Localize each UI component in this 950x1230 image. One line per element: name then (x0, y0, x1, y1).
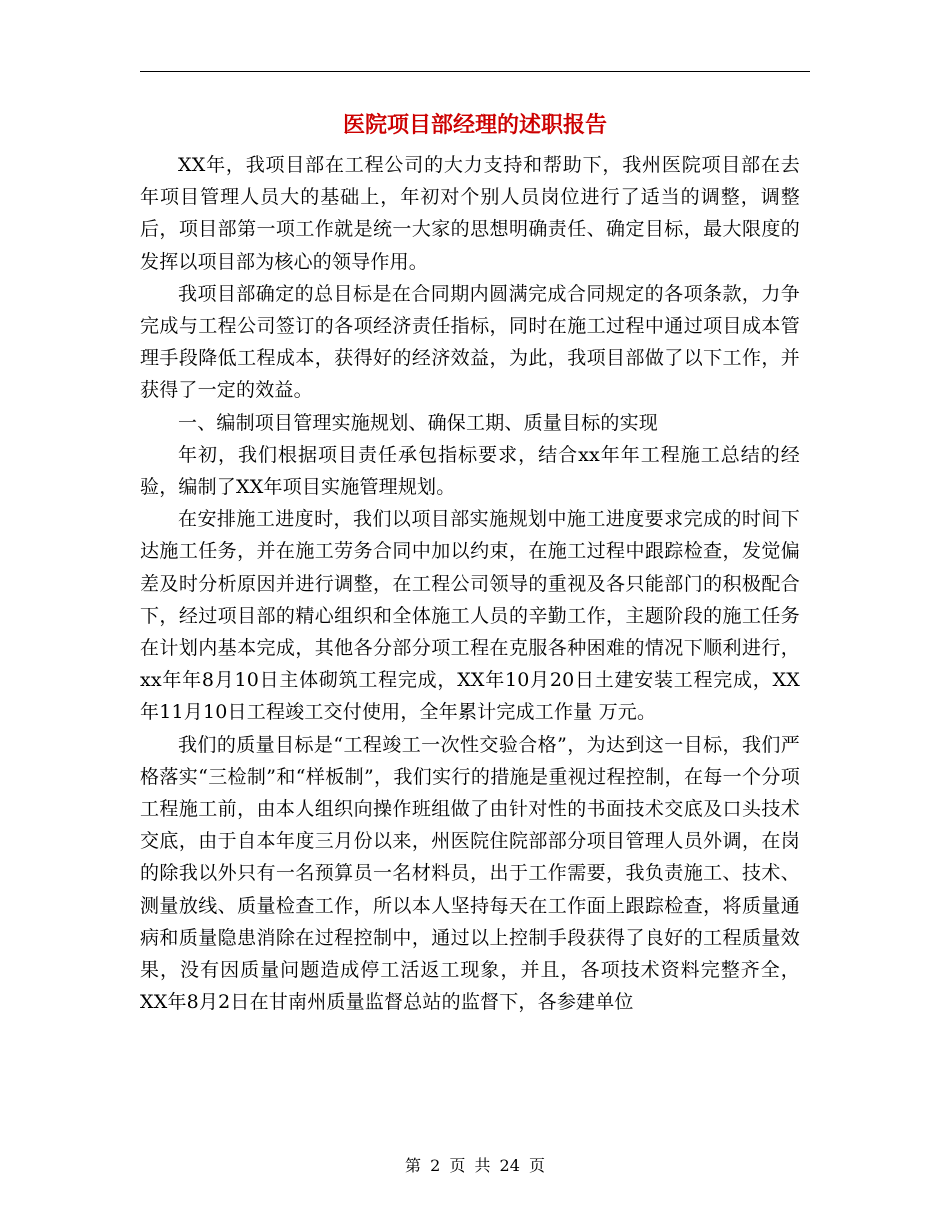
paragraph-intro: XX年，我项目部在工程公司的大力支持和帮助下，我州医院项目部在去年项目管理人员大的基础上，年初对个别人员岗位进行了适当的调整，调整后，项目部第一项工作就是统一大家的思想明确责任、确定目标，最大限度的发挥以项目部为核心的领导作用。 (140, 154, 800, 273)
paragraph-schedule: 在安排施工进度时，我们以项目部实施规划中施工进度要求完成的时间下达施工任务，并在施工劳务合同中加以约束，在施工过程中跟踪检查，发觉偏差及时分析原因并进行调整，在工程公司领导的重视及各只能部门的积极配合下，经过项目部的精心组织和全体施工人员的辛勤工作，主题阶段的施工任务在计划内基本完成，其他各分部分项工程在克服各种困难的情况下顺利进行，xx年年8月10日主体砌筑工程完成，XX年10月20日土建安装工程完成，XX年11月10日工程竣工交付使用，全年累计完成工作量 万元。 (140, 508, 800, 724)
paragraph-quality: 我们的质量目标是“工程竣工一次性交验合格”，为达到这一目标，我们严格落实“三检制”和“样板制”，我们实行的措施是重视过程控制，在每一个分项工程施工前，由本人组织向操作班组做了由针对性的书面技术交底及口头技术交底，由于自本年度三月份以来，州医院住院部部分项目管理人员外调，在岗的除我以外只有一名预算员一名材料员，出于工作需要，我负责施工、技术、测量放线、质量检查工作，所以本人坚持每天在工作面上跟踪检查，将质量通病和质量隐患消除在过程控制中，通过以上控制手段获得了良好的工程质量效果，没有因质量问题造成停工活返工现象，并且，各项技术资料完整齐全，XX年8月2日在甘南州质量监督总站的监督下，各参建单位 (140, 733, 800, 1014)
document-body (140, 149, 800, 1018)
header-rule (140, 71, 810, 72)
page-number-footer: 第 2 页 共 24 页 (405, 1156, 545, 1175)
paragraph-goals: 我项目部确定的总目标是在合同期内圆满完成合同规定的各项条款，力争完成与工程公司签订的各项经济责任指标，同时在施工过程中通过项目成本管理手段降低工程成本，获得好的经济效益，为此，我项目部做了以下工作，并获得了一定的效益。 (140, 282, 800, 402)
document-title: 医院项目部经理的述职报告 (342, 112, 607, 138)
paragraph-planning: 年初，我们根据项目责任承包指标要求，结合xx年年工程施工总结的经验，编制了XX年项目实施管理规划。 (140, 443, 800, 499)
section-heading-1: 一、编制项目管理实施规划、确保工期、质量目标的实现 (178, 411, 659, 434)
